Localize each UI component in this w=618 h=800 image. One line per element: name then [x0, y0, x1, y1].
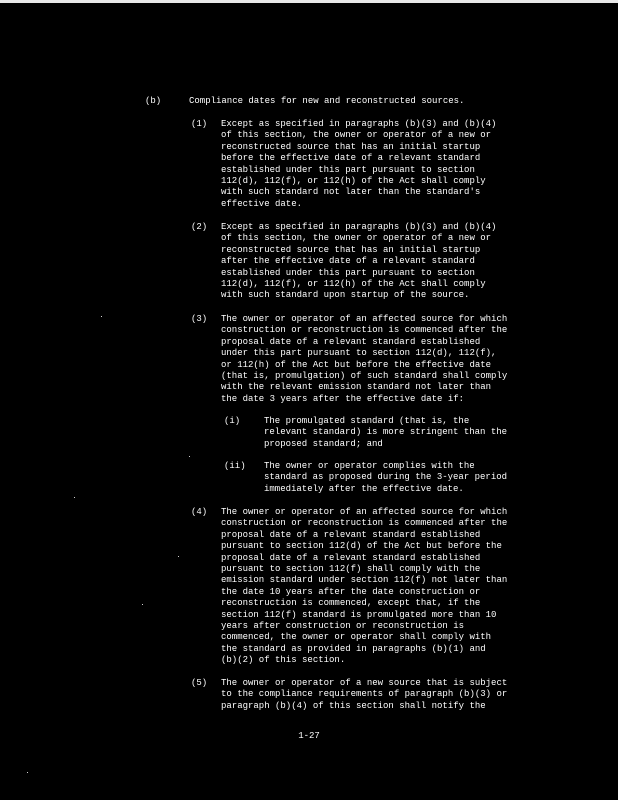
paragraph-number: (5) — [191, 678, 208, 688]
scan-speck — [74, 497, 75, 498]
paragraph-number: (3) — [191, 314, 208, 324]
paragraph-text: The owner or operator of an affected source for which construction or reconstruction is commenced after the proposal date of a relevant standard established pursuant to section 112(d) of the Act but before the proposal date of a relevant standard established pursuant to section 112(f) shall comply with the emission standard under section 112(f) not later than the date 10 years after the date construction or reconstruction is commenced, except that, if the section 112(f) standard is promulgated more than 10 years after construction or reconstruction is commenced, the owner or operator shall comply with the standard as provided in paragraphs (b)(1) and (b)(2) of this section. — [221, 507, 508, 666]
subparagraph-number: (i) — [224, 416, 241, 426]
scan-speck — [178, 556, 179, 557]
scan-speck — [101, 316, 102, 317]
scan-speck — [189, 456, 190, 457]
section-heading: Compliance dates for new and reconstructed sources. — [189, 96, 465, 106]
paragraph-text: Except as specified in paragraphs (b)(3) and (b)(4) of this section, the owner or operator of a new or reconstructed source that has an initial startup before the effective date of a relevant standard established under this part pursuant to section 112(d), 112(f), or 112(h) of the Act shall comply with such standard not later than the standard's effective date. — [221, 119, 497, 209]
paragraph-number: (1) — [191, 119, 208, 129]
subparagraph-text: The promulgated standard (that is, the relevant standard) is more stringent than the proposed standard; and — [264, 416, 508, 449]
scan-speck — [142, 604, 143, 605]
page-number: 1-27 — [298, 731, 320, 741]
subparagraph-number: (ii) — [224, 461, 246, 471]
section-label: (b) — [145, 96, 162, 106]
paragraph-number: (4) — [191, 507, 208, 517]
paragraph-text: The owner or operator of a new source that is subject to the compliance requirements of paragraph (b)(3) or paragraph (b)(4) of this section shall notify the — [221, 678, 508, 711]
subparagraph-text: The owner or operator complies with the standard as proposed during the 3-year period immediately after the effective date. — [264, 461, 508, 494]
paragraph-number: (2) — [191, 222, 208, 232]
scan-top-edge — [0, 0, 618, 3]
scan-speck — [27, 772, 28, 773]
paragraph-text: Except as specified in paragraphs (b)(3) and (b)(4) of this section, the owner or operator of a new or reconstructed source that has an initial startup after the effective date of a relevant standard established under this part pursuant to section 112(d), 112(f), or 112(h) of the Act shall comply with such standard upon startup of the source. — [221, 222, 497, 301]
paragraph-text: The owner or operator of an affected source for which construction or reconstruction is commenced after the proposal date of a relevant standard established under this part pursuant to section 112(d), 112(f), or 112(h) of the Act but before the effective date (that is, promulgation) of such standard shall comply with the relevant emission standard not later than the date 3 years after the effective date if: — [221, 314, 508, 404]
